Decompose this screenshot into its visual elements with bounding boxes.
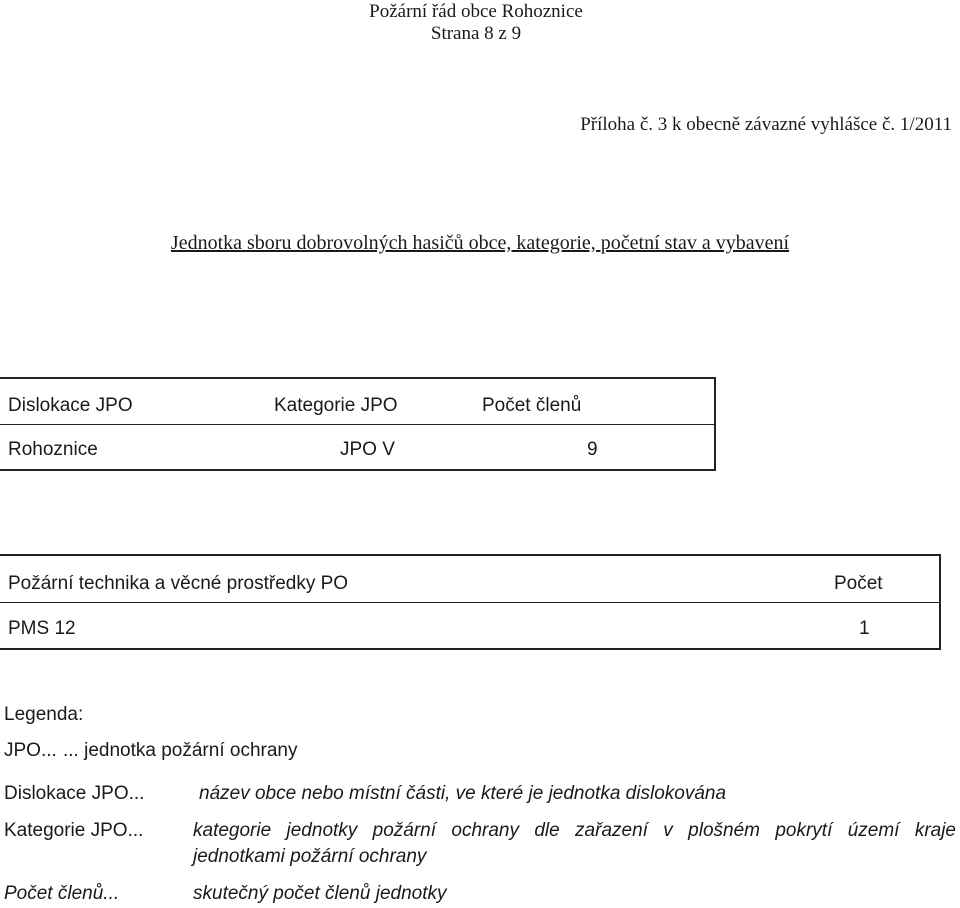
annex-reference: Příloha č. 3 k obecně závazné vyhlášce č. 1/2011: [580, 114, 952, 135]
header-equipment: Požární technika a věcné prostředky PO: [8, 573, 349, 594]
legend-def-jpo: ... jednotka požární ochrany: [63, 740, 298, 761]
legend-term-dislocation: Dislokace JPO...: [4, 783, 145, 804]
legend-term-category: Kategorie JPO...: [4, 820, 144, 841]
table-divider: [0, 602, 939, 603]
header-member-count: Počet členů: [482, 395, 582, 416]
legend-term-member-count-text: Počet členů...: [4, 883, 120, 904]
header-count: Počet: [834, 573, 883, 594]
legend-term-member-count: [4, 883, 119, 905]
header-line-2: Strana 8 z 9: [430, 23, 522, 44]
legend-def-category: kategorie jednotky požární ochrany dle zařazení v plošném pokrytí území kraje: [193, 820, 956, 841]
header-category: Kategorie JPO: [274, 395, 398, 416]
legend-title: Legenda:: [4, 704, 84, 725]
legend-def-dislocation: název obce nebo místní části, ve které je jednotka dislokována: [199, 783, 727, 804]
equipment-table: [0, 554, 941, 650]
header-line-1: Požární řád obce Rohoznice: [369, 1, 583, 22]
page-title: Jednotka sboru dobrovolných hasičů obce, kategorie, početní stav a vybavení: [170, 232, 790, 254]
cell-category: JPO V: [340, 439, 395, 460]
cell-equipment: PMS 12: [8, 618, 76, 639]
unit-table: [0, 377, 716, 471]
table-divider: [0, 424, 714, 425]
header-dislocation: Dislokace JPO: [8, 395, 133, 416]
cell-member-count: 9: [587, 439, 598, 460]
legend-def-member-count: skutečný počet členů jednotky: [193, 883, 447, 904]
cell-dislocation: Rohoznice: [8, 439, 98, 460]
legend-def-category-cont: jednotkami požární ochrany: [193, 846, 427, 867]
cell-count: 1: [859, 618, 870, 639]
legend-term-jpo: JPO...: [4, 740, 57, 761]
